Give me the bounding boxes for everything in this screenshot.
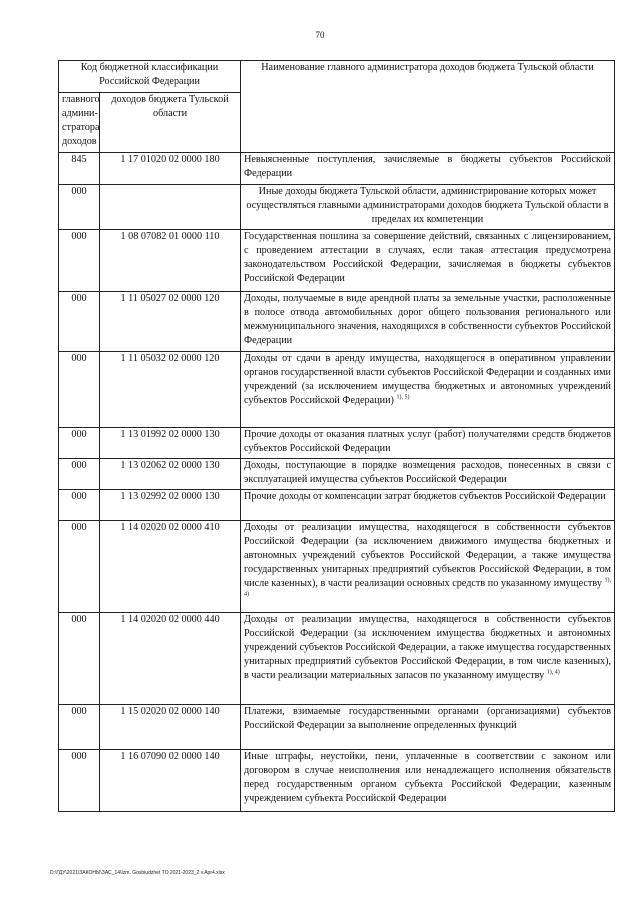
table-row [59, 352, 615, 428]
income-name-text: Доходы от сдачи в аренду имущества, находящегося в оперативном управлении органов государственной власти субъектов Российской Федерации и созданных ими учреждений (за исключением имущества бюджетных и автономных учреждений субъектов Российской Федерации) [244, 353, 612, 406]
income-code-cell: 1 11 05032 02 0000 120 [100, 352, 241, 428]
income-name-text: Прочие доходы от компенсации затрат бюджетов субъектов Российской Федерации [244, 491, 606, 502]
footnote-marker: 1), 5) [396, 394, 410, 401]
header-income: доходов бюджета Тульской области [100, 93, 241, 153]
table-row [59, 230, 615, 292]
income-code-cell: 1 13 01992 02 0000 130 [100, 428, 241, 459]
income-name-cell [241, 352, 615, 428]
income-code-cell: 1 13 02992 02 0000 130 [100, 490, 241, 521]
footnote-marker: 1), 4) [546, 669, 560, 676]
income-code-cell: 1 08 07082 01 0000 110 [100, 230, 241, 292]
income-code-cell: 1 11 05027 02 0000 120 [100, 292, 241, 352]
income-name-text: Доходы, получаемые в виде арендной платы за земельные участки, расположенные в полосе отвода автомобильных дорог общего пользования регионального или межмуниципального значения, находящихся в собственности субъектов Российской Федерации [244, 293, 612, 346]
admin-code-cell: 845 [59, 153, 100, 185]
admin-code-cell: 000 [59, 490, 100, 521]
income-code-cell: 1 16 07090 02 0000 140 [100, 750, 241, 812]
budget-income-table [58, 60, 615, 812]
header-row-top [59, 61, 615, 93]
income-code-cell: 1 15 02020 02 0000 140 [100, 705, 241, 750]
admin-code-cell: 000 [59, 459, 100, 490]
table-row [59, 428, 615, 459]
admin-code-cell: 000 [59, 185, 100, 230]
income-name-cell [241, 705, 615, 750]
admin-code-cell: 000 [59, 292, 100, 352]
income-code-cell: 1 14 02020 02 0000 440 [100, 613, 241, 705]
table-row [59, 613, 615, 705]
income-name-text: Платежи, взимаемые государственными органами (организациями) субъектов Российской Федерации за выполнение определенных функций [244, 706, 612, 731]
table-row [59, 153, 615, 185]
income-name-cell [241, 185, 615, 230]
income-name-text: Доходы от реализации имущества, находящегося в собственности субъектов Российской Федерации (за исключением движимого имущества бюджетных и автономных учреждений субъектов Российской Федерации, а также имущества государственных унитарных предприятий субъектов Российской Федерации, в том числе казенных), в части реализации основных средств по указанному имуществу [244, 522, 612, 589]
admin-code-cell: 000 [59, 521, 100, 613]
header-admin: главного админи-стратора доходов [59, 93, 100, 153]
income-code-cell: 1 14 02020 02 0000 410 [100, 521, 241, 613]
income-name-text: Невыясненные поступления, зачисляемые в бюджеты субъектов Российской Федерации [244, 154, 612, 179]
table-row [59, 185, 615, 230]
income-name-cell [241, 428, 615, 459]
admin-code-cell: 000 [59, 352, 100, 428]
admin-code-cell: 000 [59, 750, 100, 812]
admin-code-cell: 000 [59, 705, 100, 750]
table-row [59, 750, 615, 812]
income-name-text: Прочие доходы от оказания платных услуг (работ) получателями средств бюджетов субъектов Российской Федерации [244, 429, 612, 454]
income-name-cell [241, 750, 615, 812]
income-code-cell: 1 13 02062 02 0000 130 [100, 459, 241, 490]
table-row [59, 705, 615, 750]
income-code-cell [100, 185, 241, 230]
income-code-cell: 1 17 01020 02 0000 180 [100, 153, 241, 185]
income-name-cell [241, 459, 615, 490]
admin-code-cell: 000 [59, 613, 100, 705]
footnote-marker: 1), 4) [244, 577, 612, 598]
income-name-text: Доходы, поступающие в порядке возмещения расходов, понесенных в связи с эксплуатацией имущества субъектов Российской Федерации [244, 460, 612, 485]
income-name-cell [241, 292, 615, 352]
header-kbk: Код бюджетной классификации Российской Федерации [59, 61, 241, 93]
income-name-text: Государственная пошлина за совершение действий, связанных с лицензированием, с проведением аттестации в случаях, если такая аттестация предусмотрена законодательством Российской Федерации, зачисляемая в бюджеты субъектов Российской Федерации [244, 231, 612, 284]
table-row [59, 459, 615, 490]
income-name-cell [241, 613, 615, 705]
income-name-cell [241, 490, 615, 521]
income-name-text: Иные штрафы, неустойки, пени, уплаченные в соответствии с законом или договором в случае неисполнения или ненадлежащего исполнения обязательств перед государственным органом субъекта Российской Федерации, казенным учреждением субъекта Российской Федерации [244, 751, 612, 804]
income-name-cell [241, 153, 615, 185]
page-number: 70 [315, 30, 325, 40]
table-row [59, 292, 615, 352]
header-name: Наименование главного администратора доходов бюджета Тульской области [241, 61, 615, 153]
table-row [59, 521, 615, 613]
footer-path: D:\ГДУ\2021\ЗАКОНЫ\ЗАС_14\Izm. Gosbiudzhet TO 2021-2023_2 v.Apr4.xlsx [50, 870, 225, 876]
income-name-text: Доходы от реализации имущества, находящегося в собственности субъектов Российской Федерации (за исключением имущества бюджетных и автономных учреждений субъектов Российской Федерации, а также имущества государственных унитарных предприятий субъектов Российской Федерации, в том числе казенных), в части реализации материальных запасов по указанному имуществу [244, 614, 612, 681]
income-name-cell [241, 521, 615, 613]
admin-code-cell: 000 [59, 230, 100, 292]
income-name-cell [241, 230, 615, 292]
income-name-text: Иные доходы бюджета Тульской области, администрирование которых может осуществляться главными администраторами доходов бюджета Тульской области в пределах их компетенции [246, 186, 609, 225]
table-row [59, 490, 615, 521]
admin-code-cell: 000 [59, 428, 100, 459]
